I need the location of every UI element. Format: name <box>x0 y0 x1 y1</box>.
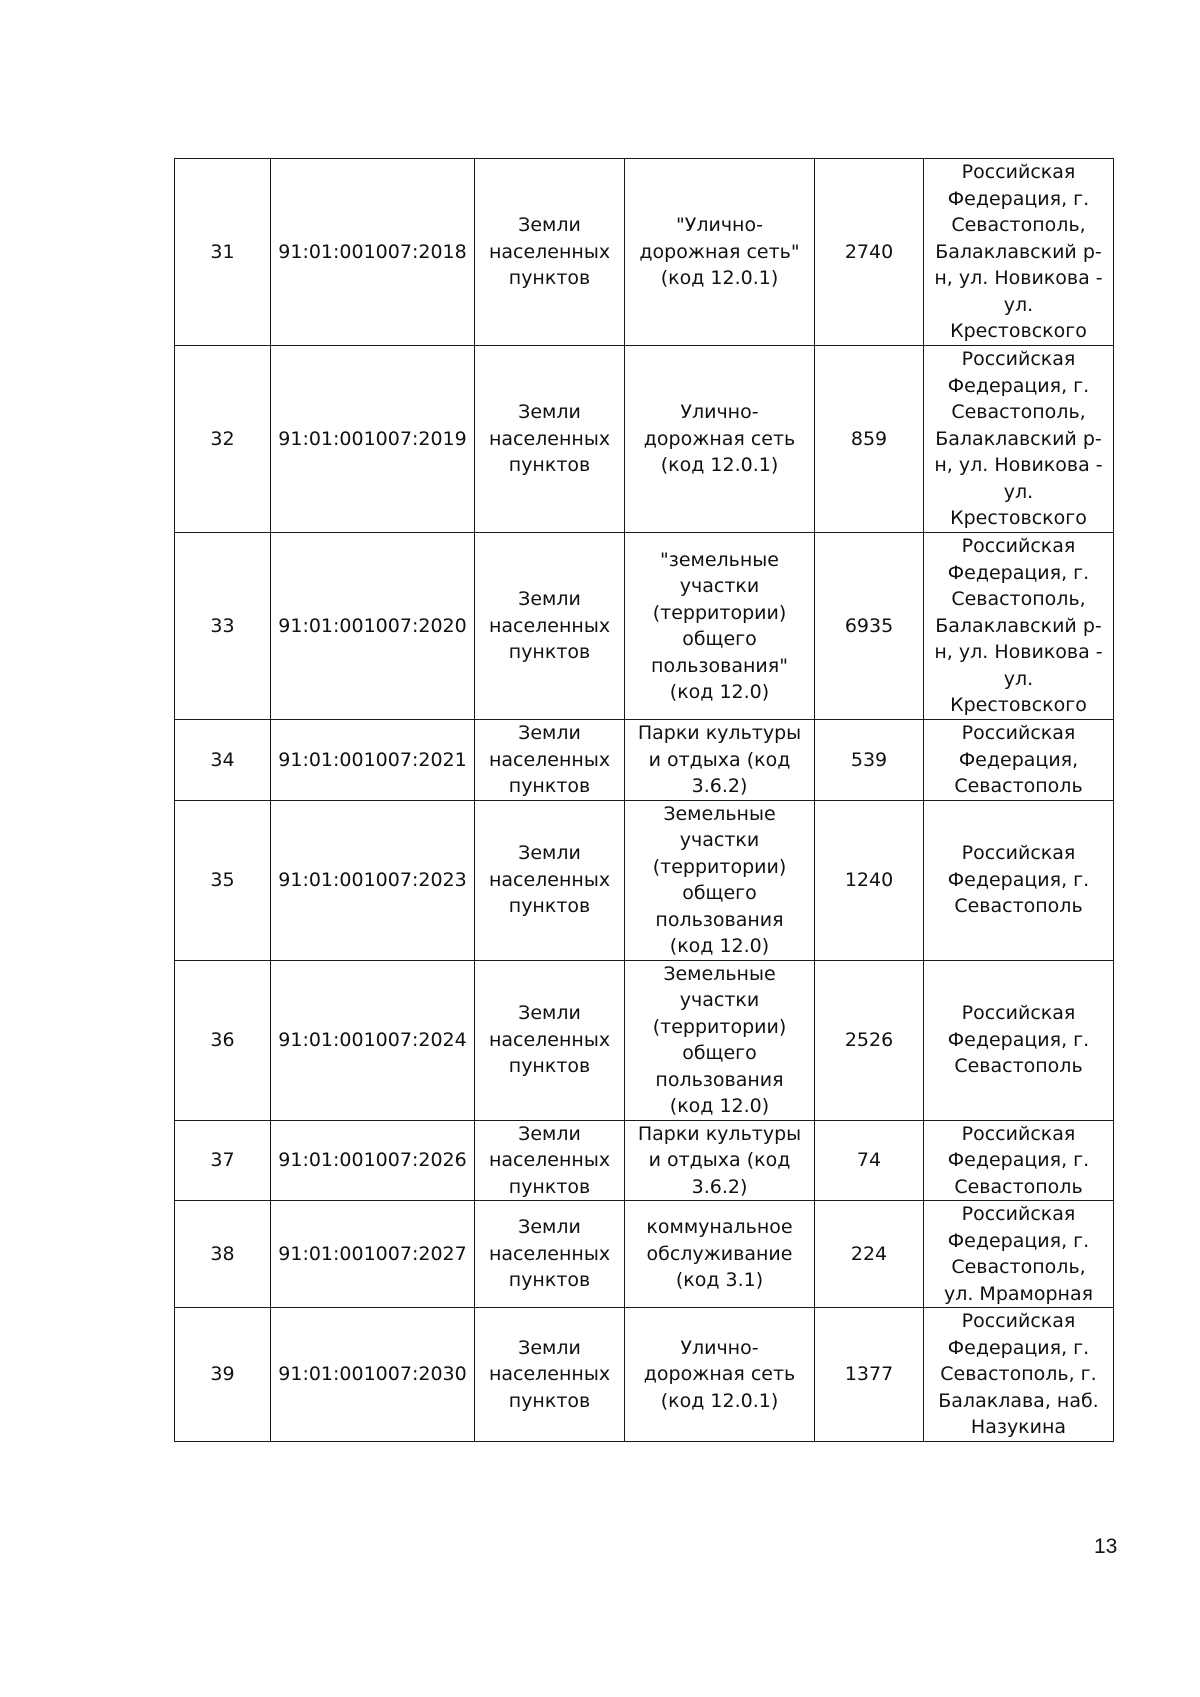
address-cell: Российская Федерация, г. Севастополь <box>924 800 1114 960</box>
area-cell: 539 <box>815 720 924 801</box>
table-row <box>175 800 1114 960</box>
permitted-use-cell: Парки культуры и отдыха (код 3.6.2) <box>625 1120 815 1201</box>
area-cell: 1377 <box>815 1308 924 1442</box>
land-category-cell: Земли населенных пунктов <box>475 800 625 960</box>
address-cell: Российская Федерация, г. Севастополь, Балаклавский р- н, ул. Новикова - ул. Крестовского <box>924 533 1114 720</box>
cadastral-number-cell: 91:01:001007:2027 <box>271 1201 475 1308</box>
table-row <box>175 533 1114 720</box>
address-cell: Российская Федерация, г. Севастополь <box>924 960 1114 1120</box>
land-category-cell: Земли населенных пунктов <box>475 720 625 801</box>
row-number-cell: 37 <box>175 1120 271 1201</box>
row-number-cell: 38 <box>175 1201 271 1308</box>
row-number-cell: 33 <box>175 533 271 720</box>
land-category-cell: Земли населенных пунктов <box>475 960 625 1120</box>
address-cell: Российская Федерация, г. Севастополь <box>924 1120 1114 1201</box>
permitted-use-cell: Земельные участки (территории) общего пользования (код 12.0) <box>625 800 815 960</box>
address-cell: Российская Федерация, г. Севастополь, Балаклавский р- н, ул. Новикова - ул. Крестовского <box>924 346 1114 533</box>
address-cell: Российская Федерация, Севастополь <box>924 720 1114 801</box>
cadastral-number-cell: 91:01:001007:2024 <box>271 960 475 1120</box>
page-number: 13 <box>1094 1535 1118 1558</box>
area-cell: 1240 <box>815 800 924 960</box>
address-cell: Российская Федерация, г. Севастополь, ул. Мраморная <box>924 1201 1114 1308</box>
table-row <box>175 1308 1114 1442</box>
permitted-use-cell: "земельные участки (территории) общего пользования" (код 12.0) <box>625 533 815 720</box>
area-cell: 2526 <box>815 960 924 1120</box>
row-number-cell: 39 <box>175 1308 271 1442</box>
row-number-cell: 31 <box>175 159 271 346</box>
address-cell: Российская Федерация, г. Севастополь, г. Балаклава, наб. Назукина <box>924 1308 1114 1442</box>
cadastral-number-cell: 91:01:001007:2020 <box>271 533 475 720</box>
land-category-cell: Земли населенных пунктов <box>475 1120 625 1201</box>
table-row <box>175 1201 1114 1308</box>
cadastral-number-cell: 91:01:001007:2018 <box>271 159 475 346</box>
land-category-cell: Земли населенных пунктов <box>475 533 625 720</box>
area-cell: 74 <box>815 1120 924 1201</box>
table-row <box>175 1120 1114 1201</box>
land-plots-table <box>174 158 1114 1442</box>
row-number-cell: 35 <box>175 800 271 960</box>
cadastral-number-cell: 91:01:001007:2026 <box>271 1120 475 1201</box>
land-category-cell: Земли населенных пунктов <box>475 346 625 533</box>
permitted-use-cell: "Улично- дорожная сеть" (код 12.0.1) <box>625 159 815 346</box>
permitted-use-cell: Земельные участки (территории) общего пользования (код 12.0) <box>625 960 815 1120</box>
row-number-cell: 36 <box>175 960 271 1120</box>
table-row <box>175 346 1114 533</box>
cadastral-number-cell: 91:01:001007:2030 <box>271 1308 475 1442</box>
cadastral-number-cell: 91:01:001007:2021 <box>271 720 475 801</box>
row-number-cell: 34 <box>175 720 271 801</box>
table-row <box>175 720 1114 801</box>
table-row <box>175 960 1114 1120</box>
area-cell: 859 <box>815 346 924 533</box>
cadastral-number-cell: 91:01:001007:2019 <box>271 346 475 533</box>
permitted-use-cell: коммунальное обслуживание (код 3.1) <box>625 1201 815 1308</box>
land-category-cell: Земли населенных пунктов <box>475 1308 625 1442</box>
land-category-cell: Земли населенных пунктов <box>475 159 625 346</box>
table-row <box>175 159 1114 346</box>
land-category-cell: Земли населенных пунктов <box>475 1201 625 1308</box>
row-number-cell: 32 <box>175 346 271 533</box>
address-cell: Российская Федерация, г. Севастополь, Балаклавский р- н, ул. Новикова - ул. Крестовского <box>924 159 1114 346</box>
permitted-use-cell: Улично- дорожная сеть (код 12.0.1) <box>625 1308 815 1442</box>
area-cell: 224 <box>815 1201 924 1308</box>
permitted-use-cell: Парки культуры и отдыха (код 3.6.2) <box>625 720 815 801</box>
permitted-use-cell: Улично- дорожная сеть (код 12.0.1) <box>625 346 815 533</box>
area-cell: 2740 <box>815 159 924 346</box>
cadastral-number-cell: 91:01:001007:2023 <box>271 800 475 960</box>
table-body <box>175 159 1114 1442</box>
area-cell: 6935 <box>815 533 924 720</box>
